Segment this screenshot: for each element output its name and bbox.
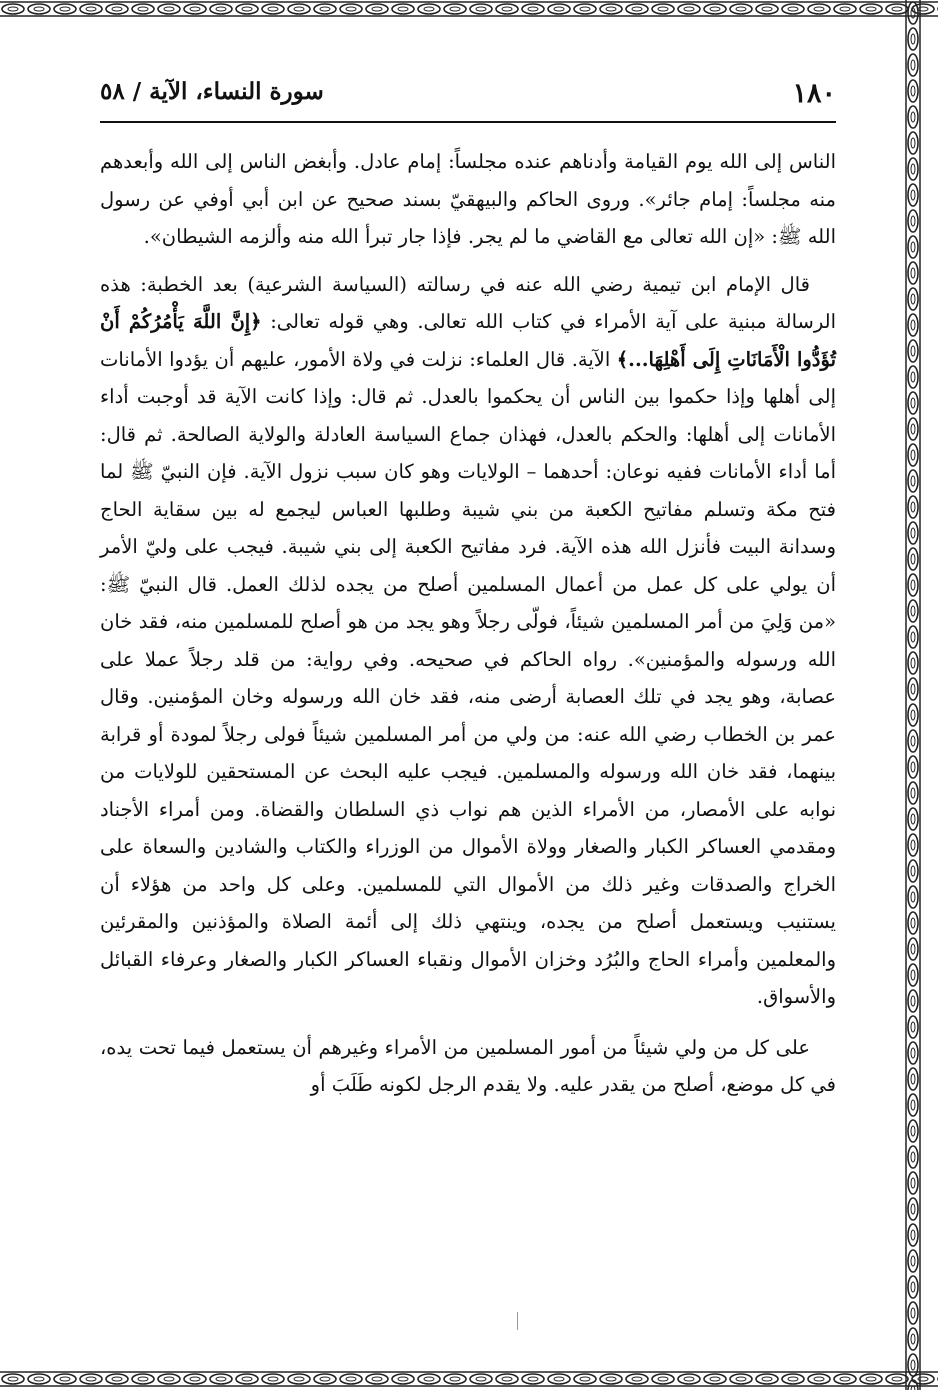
bottom-ornamental-border (0, 1370, 938, 1388)
body-text (100, 143, 836, 1104)
paragraph-gap (100, 1016, 836, 1029)
top-ornamental-border (0, 0, 938, 18)
header-rule (100, 121, 836, 123)
page-number: ١٨٠ (792, 78, 836, 109)
paragraph-2 (100, 266, 836, 1016)
paragraph-2-rest: الآية. قال العلماء: نزلت في ولاة الأمور، عليهم أن يؤدوا الأمانات إلى أهلها وإذا حكموا بين الناس أن يحكموا بالعدل. ثم قال: وإذا كانت الآية قد أوجبت أداء الأمانات إلى أهلها: والحكم بالعدل، فهذان جماع السياسة العادلة والولاية الصالحة. ثم قال: أما أداء الأمانات ففيه نوعان: أحدهما – الولايات وهو كان سبب نزول الآية. فإن النبيّ ﷺ لما فتح مكة وتسلم مفاتيح الكعبة من بني شيبة وطلبها العباس ليجمع له بين سقاية الحاج وسدانة البيت فأنزل الله هذه الآية. فرد مفاتيح الكعبة إلى بني شيبة. فيجب على وليّ الأمر أن يولي على كل عمل من أعمال المسلمين أصلح من يجده لذلك العمل. قال النبيّ ﷺ: «من وَلِيَ من أمر المسلمين شيئاً، فولّى رجلاً وهو يجد من هو أصلح للمسلمين منه، فقد خان الله ورسوله والمؤمنين». رواه الحاكم في صحيحه. وفي رواية: من قلد رجلاً عملا على عصابة، وهو يجد في تلك العصابة أرضى منه، فقد خان الله ورسوله وخان المؤمنين. وقال عمر بن الخطاب رضي الله عنه: من ولي من أمر المسلمين شيئاً فولى رجلاً لمودة أو قرابة بينهما، فقد خان الله ورسوله والمسلمين. فيجب عليه البحث عن المستحقين للولايات من نوابه على الأمصار، من الأمراء الذين هم نواب ذي السلطان والقضاة. ومن أمراء الأجناد ومقدمي العساكر الكبار والصغار وولاة الأموال من الوزراء والكتاب والشادين والسعاة على الخراج والصدقات وغير ذلك من الأموال التي للمسلمين. وعلى كل واحد من هؤلاء أن يستنيب ويستعمل أصلح من يجده، وينتهي ذلك إلى أئمة الصلاة والمؤذنين والمقرئين والمعلمين وأمراء الحاج والبُرُد وخزان الأموال ونقباء العساكر الكبار والصغار وعرفاء القبائل والأسواق. (100, 347, 836, 1008)
paragraph-gap (100, 256, 836, 266)
scan-mark (517, 1312, 518, 1330)
quran-verse: ﴿إِنَّ اللَّهَ يَأْمُرُكُمْ أَنْ تُؤَدُّوا الْأَمَانَاتِ إِلَى أَهْلِهَا...﴾ (100, 310, 836, 371)
page-header (100, 78, 836, 118)
paragraph-3: على كل من ولي شيئاً من أمور المسلمين من الأمراء وغيرهم أن يستعمل فيما تحت يده، في كل موضع، أصلح من يقدر عليه. ولا يقدم الرجل لكونه طَلَبَ أو (100, 1035, 836, 1096)
paragraph-1: الناس إلى الله يوم القيامة وأدناهم عنده مجلساً: إمام عادل. وأبغض الناس إلى الله وأبعدهم منه مجلساً: إمام جائر». وروى الحاكم والبيهقيّ بسند صحيح عن ابن أبي أوفي عن رسول الله ﷺ: «إن الله تعالى مع القاضي ما لم يجر. فإذا جار تبرأ الله منه وألزمه الشيطان». (100, 150, 836, 248)
running-title: سورة النساء، الآية / ٥٨ (100, 78, 324, 105)
right-ornamental-border (904, 0, 922, 1390)
paragraph-2-intro: قال الإمام ابن تيمية رضي الله عنه في رسالته (السياسة الشرعية) بعد الخطبة: هذه الرسالة مبنية على آية الأمراء في كتاب الله تعالى. وهي قوله تعالى: (100, 272, 837, 333)
